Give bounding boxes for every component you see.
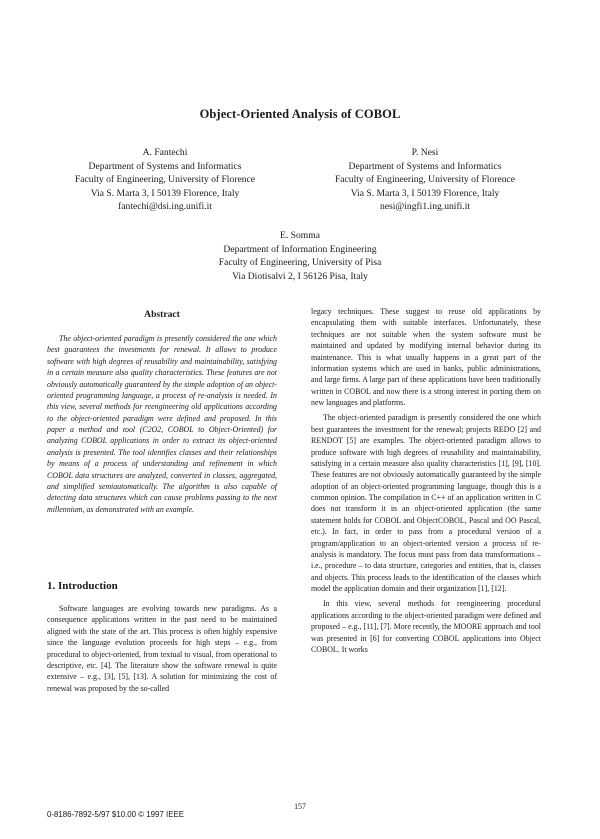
author-block-fantechi: [60, 146, 270, 214]
author-name: A. Fantechi: [142, 147, 188, 158]
body-paragraph: The object-oriented paradigm is presently considered the one which best guarantees the investment for the renewal; projects REDO [2] and RENDOT [5] are examples. The object-oriented paradigm allows to produce software with high degrees of reusability and maintainability, satisfying in a certain measure also quality characteristics [1], [9], [10]. These features are not obviously automatically guaranteed by the simple adoption of an object-oriented programming language, though this is a common opinion. The compilation in C++ of an application written in C does not transform it in an object-oriented application (the same statement holds for COBOL and ObjectCOBOL, Pascal and OO Pascal, etc.). In fact, in order to pass from a procedural version of a program/application to an object-oriented version a process of re-analysis is mandatory. The focus must pass from data transformations – i.e., procedure – to data structure, categories and entities, that is, classes and objects. This process leads to the identification of the classes which model the application domain and their organization [1], [12].: [311, 413, 541, 593]
author-name: E. Somma: [280, 230, 320, 241]
body-paragraph: legacy techniques. These suggest to reuse old applications by encapsulating them with suitable interfaces. Unfortunately, these techniques are not suitable when the system software must be maintained and updated by modifying internal behavior during its maintenance. This is what usually happens in a great part of the information systems which are used in banks, public administrations, and large firms. A large part of these applications have been traditionally written in COBOL and now there is a strong interest in porting them on new languages and platforms.: [311, 307, 541, 407]
author-faculty: Faculty of Engineering, University of Pisa: [218, 257, 382, 269]
author-address: Via Diotisalvi 2, I 56126 Pisa, Italy: [232, 270, 368, 282]
abstract-heading: Abstract: [144, 309, 180, 320]
author-email: fantechi@dsi.ing.unifi.it: [118, 201, 212, 213]
right-column-body: [311, 306, 541, 655]
author-block-somma: [180, 229, 420, 283]
author-department: Department of Information Engineering: [223, 243, 377, 255]
page-number: 157: [294, 802, 306, 811]
body-paragraph: In this view, several methods for reengineering procedural applications according to the object-oriented paradigm were defined and proposed – e.g., [11], [7]. More recently, the MOORE approach and tool was presented in [6] for converting COBOL applications into Object COBOL. It works: [311, 599, 541, 654]
author-name: P. Nesi: [411, 147, 439, 158]
introduction-heading: 1. Introduction: [47, 580, 118, 592]
author-department: Department of Systems and Informatics: [88, 160, 242, 172]
copyright-line: 0-8186-7892-5/97 $10.00 © 1997 IEEE: [47, 810, 184, 819]
author-faculty: Faculty of Engineering, University of Florence: [334, 174, 516, 186]
author-block-nesi: [300, 146, 550, 214]
introduction-paragraph: Software languages are evolving towards new paradigms. As a consequence applications written in the past need to be maintained aligned with the state of the art. This process is often highly expensive since the language evolution proceeds for high steps – e.g., from procedural to object-oriented, from textual to visual, from operational to descriptive, etc. [4]. The literature show the software renewal is quite extensive – e.g., [3], [5], [13]. A solution for minimizing the cost of renewal was proposed by the so-called: [47, 604, 277, 693]
paper-title: Object-Oriented Analysis of COBOL: [199, 107, 401, 121]
author-address: Via S. Marta 3, I 50139 Florence, Italy: [90, 187, 240, 199]
author-department: Department of Systems and Informatics: [348, 160, 502, 172]
author-faculty: Faculty of Engineering, University of Florence: [74, 174, 256, 186]
abstract-body: [47, 333, 277, 515]
author-address: Via S. Marta 3, I 50139 Florence, Italy: [350, 187, 500, 199]
introduction-body: [47, 603, 277, 694]
abstract-text: The object-oriented paradigm is presently considered the one which best guarantees the investments for renewal. It allows to produce software with high degrees of reusability and maintainability, satisfying in a certain measure also quality characteristics. These features are not obviously automatically guaranteed by the simple adoption of an object-oriented programming language, a process of re-analysis is needed. In this view, several methods for reengineering old applications according to the object-oriented paradigm were defined and proposed. In this paper a method and tool (C2O2, COBOL to Object-Oriented) for analyzing COBOL applications in order to extract its object-oriented analysis is presented. The tool identifies classes and their relationships by means of a process of understanding and refinement in which COBOL data structures are analyzed, converted in classes, aggregated, and simplified semiautomatically. The algorithm is also capable of detecting data structures which can cause problems passing to the next millennium, as demonstrated with an example.: [47, 334, 277, 514]
author-email: nesi@ingfi1.ing.unifi.it: [379, 201, 471, 213]
